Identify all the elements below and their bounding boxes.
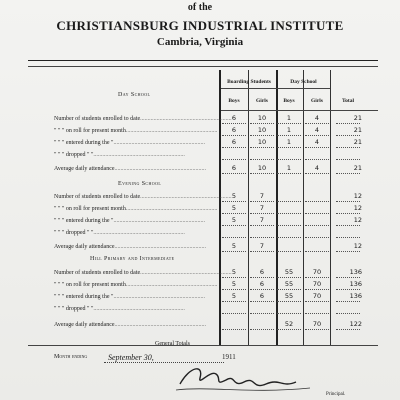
cell-underline (250, 237, 274, 238)
cell-underline (336, 213, 360, 214)
day-girls-cell: 70 (312, 320, 322, 328)
cell-underline (336, 159, 360, 160)
cell-underline (305, 213, 329, 214)
cell-underline (250, 201, 274, 202)
row-label-text: Average daily attendance (54, 244, 115, 250)
boarding-girls-cell: 10 (257, 126, 267, 134)
cell-underline (222, 329, 246, 330)
row-label-text: Number of students enrolled to date (54, 194, 141, 200)
leader-dots: ............................................................. (114, 166, 207, 172)
boarding-boys-cell: 6 (231, 138, 237, 146)
row-label-text: " " " dropped " " (54, 152, 94, 158)
bottom-rule (28, 345, 378, 346)
row-label (54, 166, 219, 172)
row-label-text: Number of students enrolled to date (54, 270, 141, 276)
girls-column-header: Girls (256, 98, 268, 104)
cell-underline (305, 159, 329, 160)
column-divider (330, 70, 331, 345)
row-label (54, 206, 219, 212)
cell-underline (277, 329, 301, 330)
cell-underline (222, 123, 246, 124)
row-label (54, 140, 219, 146)
cell-underline (336, 201, 360, 202)
cell-underline (305, 201, 329, 202)
total-cell: 21 (353, 114, 362, 122)
cell-underline (336, 147, 360, 148)
total-cell: 12 (353, 216, 362, 224)
row-label (54, 230, 219, 236)
row-label-text: " " " on roll for present month (54, 206, 126, 212)
cell-underline (250, 289, 274, 290)
leader-dots: ............................................................. (140, 194, 232, 200)
section-evening-school: Evening School (118, 181, 162, 187)
boarding-girls-cell: 6 (259, 292, 265, 300)
boys-column-header: Boys (228, 98, 240, 104)
total-cell: 12 (353, 204, 362, 212)
principal-label: Principal. (326, 392, 346, 397)
total-cell: 21 (353, 126, 362, 134)
cell-underline (250, 135, 274, 136)
cell-underline (222, 225, 246, 226)
day-girls-cell: 4 (314, 138, 320, 146)
boarding-boys-cell: 6 (231, 126, 237, 134)
total-cell: 136 (349, 268, 362, 276)
cell-underline (305, 313, 329, 314)
boarding-students-header: Boarding Students (227, 79, 271, 85)
section-day-school: Day School (118, 92, 151, 98)
cell-underline (336, 123, 360, 124)
cell-underline (336, 289, 360, 290)
total-cell: 122 (349, 320, 362, 328)
leader-dots: ............................................................. (93, 152, 185, 158)
row-label (54, 282, 219, 288)
boarding-boys-cell: 6 (231, 164, 237, 172)
cell-underline (277, 201, 301, 202)
boarding-girls-cell: 7 (259, 242, 265, 250)
day-girls-cell: 4 (314, 126, 320, 134)
leader-dots: ............................................................. (114, 244, 207, 250)
row-label-text: Number of students enrolled to date (54, 116, 141, 122)
boarding-boys-cell: 5 (231, 216, 237, 224)
row-label-text: " " " dropped " " (54, 306, 94, 312)
row-label (54, 116, 232, 122)
cell-underline (336, 277, 360, 278)
day-boys-cell: 1 (286, 114, 292, 122)
cell-underline (250, 313, 274, 314)
boarding-boys-cell: 5 (231, 242, 237, 250)
day-girls-cell: 70 (312, 268, 322, 276)
boarding-girls-cell: 10 (257, 138, 267, 146)
general-totals-label: General Totals (155, 341, 190, 347)
row-label (54, 322, 219, 328)
column-divider (303, 70, 304, 345)
month-ending-label: Month ending (54, 354, 88, 360)
boarding-boys-cell: 5 (231, 292, 237, 300)
header-of: of the (187, 2, 213, 13)
cell-underline (250, 251, 274, 252)
boarding-girls-cell: 10 (257, 114, 267, 122)
leader-dots: ............................................................. (93, 306, 185, 312)
cell-underline (222, 277, 246, 278)
boys-column-header: Boys (283, 98, 295, 104)
row-label-text: Average daily attendance (54, 322, 115, 328)
cell-underline (277, 289, 301, 290)
cell-underline (222, 313, 246, 314)
leader-dots: ............................................................. (113, 218, 205, 224)
row-label-text: " " " dropped " " (54, 230, 94, 236)
cell-underline (305, 173, 329, 174)
cell-underline (277, 301, 301, 302)
cell-underline (277, 313, 301, 314)
cell-underline (222, 173, 246, 174)
boarding-girls-cell: 10 (257, 164, 267, 172)
cell-underline (277, 123, 301, 124)
total-cell: 21 (353, 164, 362, 172)
row-label (54, 244, 219, 250)
row-label (54, 270, 232, 276)
total-cell: 21 (353, 138, 362, 146)
cell-underline (222, 147, 246, 148)
boarding-girls-cell: 7 (259, 204, 265, 212)
cell-underline (305, 277, 329, 278)
day-boys-cell: 1 (286, 126, 292, 134)
cell-underline (277, 159, 301, 160)
cell-underline (305, 301, 329, 302)
cell-underline (305, 225, 329, 226)
leader-dots: ............................................................. (93, 230, 185, 236)
institution-place: Cambria, Virginia (156, 36, 244, 48)
row-label (54, 306, 219, 312)
cell-underline (277, 225, 301, 226)
cell-underline (222, 237, 246, 238)
boarding-girls-cell: 6 (259, 268, 265, 276)
cell-underline (250, 159, 274, 160)
leader-dots: ............................................................. (125, 128, 218, 134)
year-suffix: 11 (229, 353, 236, 361)
top-rule (28, 60, 378, 61)
cell-underline (277, 135, 301, 136)
day-girls-cell: 4 (314, 164, 320, 172)
day-boys-cell: 55 (284, 280, 294, 288)
cell-underline (336, 329, 360, 330)
day-girls-cell: 4 (314, 114, 320, 122)
cell-underline (336, 313, 360, 314)
cell-underline (305, 237, 329, 238)
total-cell: 12 (353, 192, 362, 200)
column-header-rule (221, 110, 378, 111)
cell-underline (222, 289, 246, 290)
boarding-girls-cell: 7 (259, 192, 265, 200)
day-girls-cell: 70 (312, 280, 322, 288)
row-label-text: " " " entered during the " (54, 294, 114, 300)
cell-underline (277, 173, 301, 174)
day-boys-cell: 1 (286, 164, 292, 172)
cell-underline (250, 173, 274, 174)
year-prefix: 19 (222, 353, 229, 361)
day-school-header: Day School (290, 79, 317, 85)
group-header-rule (221, 88, 330, 89)
row-label (54, 218, 219, 224)
cell-underline (250, 329, 274, 330)
cell-underline (277, 213, 301, 214)
girls-column-header: Girls (311, 98, 323, 104)
row-label-text: " " " on roll for present month (54, 128, 126, 134)
cell-underline (277, 237, 301, 238)
day-boys-cell: 55 (284, 292, 294, 300)
cell-underline (222, 135, 246, 136)
cell-underline (250, 225, 274, 226)
cell-underline (222, 213, 246, 214)
cell-underline (305, 251, 329, 252)
cell-underline (305, 329, 329, 330)
cell-underline (336, 251, 360, 252)
cell-underline (250, 301, 274, 302)
cell-underline (222, 251, 246, 252)
cell-underline (305, 123, 329, 124)
cell-underline (336, 135, 360, 136)
cell-underline (250, 277, 274, 278)
total-column-header: Total (341, 98, 355, 104)
cell-underline (336, 301, 360, 302)
cell-underline (222, 201, 246, 202)
principal-signature (170, 360, 320, 396)
cell-underline (277, 251, 301, 252)
cell-underline (277, 277, 301, 278)
row-label-text: Average daily attendance (54, 166, 115, 172)
cell-underline (336, 173, 360, 174)
leader-dots: ............................................................. (125, 282, 218, 288)
leader-dots: ............................................................. (113, 140, 205, 146)
total-cell: 136 (349, 292, 362, 300)
row-label (54, 294, 219, 300)
month-ending-value: September 30, (108, 353, 154, 362)
cell-underline (250, 123, 274, 124)
leader-dots: ............................................................. (140, 116, 232, 122)
total-cell: 136 (349, 280, 362, 288)
cell-underline (222, 159, 246, 160)
leader-dots: ............................................................. (113, 294, 205, 300)
leader-dots: ............................................................. (125, 206, 218, 212)
boarding-boys-cell: 5 (231, 268, 237, 276)
section-hill-primary: Hill Primary and Intermediate (90, 256, 175, 262)
cell-underline (305, 289, 329, 290)
row-label-text: " " " on roll for present month (54, 282, 126, 288)
day-boys-cell: 1 (286, 138, 292, 146)
cell-underline (250, 213, 274, 214)
leader-dots: ............................................................. (140, 270, 232, 276)
leader-dots: ............................................................. (114, 322, 207, 328)
cell-underline (305, 147, 329, 148)
boarding-girls-cell: 6 (259, 280, 265, 288)
boarding-boys-cell: 5 (231, 204, 237, 212)
day-boys-cell: 52 (284, 320, 294, 328)
cell-underline (250, 147, 274, 148)
row-label-text: " " " entered during the " (54, 218, 114, 224)
day-girls-cell: 70 (312, 292, 322, 300)
boarding-boys-cell: 5 (231, 280, 237, 288)
cell-underline (222, 301, 246, 302)
cell-underline (305, 135, 329, 136)
institution-title: CHRISTIANSBURG INDUSTRIAL INSTITUTE (56, 18, 344, 33)
cell-underline (336, 237, 360, 238)
boarding-boys-cell: 6 (231, 114, 237, 122)
row-label-text: " " " entered during the " (54, 140, 114, 146)
boarding-girls-cell: 7 (259, 216, 265, 224)
cell-underline (277, 147, 301, 148)
cell-underline (336, 225, 360, 226)
day-boys-cell: 55 (284, 268, 294, 276)
row-label (54, 194, 232, 200)
top-rule-secondary (28, 66, 378, 67)
row-label (54, 152, 219, 158)
boarding-boys-cell: 5 (231, 192, 237, 200)
row-label (54, 128, 219, 134)
total-cell: 12 (353, 242, 362, 250)
